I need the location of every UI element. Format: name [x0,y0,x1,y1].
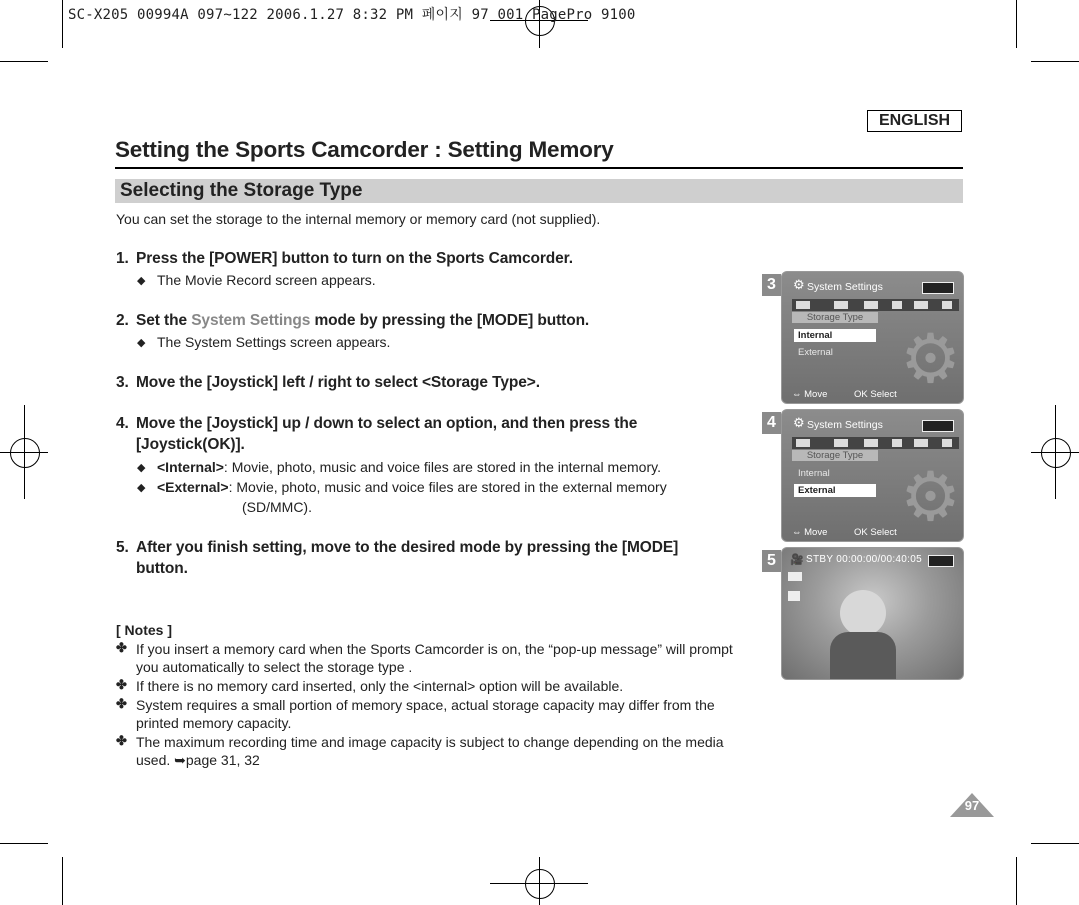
step-number: 5. [116,539,129,556]
menu-heading: Storage Type [792,450,878,461]
note-item [116,640,736,676]
step-5-cont [136,560,188,578]
screenshot-number: 4 [762,412,781,434]
step-text: Press the [POWER] button to turn on the Sports Camcorder. [136,250,573,267]
crop-mark [1031,61,1079,62]
step-text: After you finish setting, move to the desired mode by pressing the [MODE] [136,539,679,556]
note-item [116,733,736,769]
step-text: button. [136,560,188,577]
option-internal: Internal [798,468,830,479]
registration-circle [525,869,555,899]
step-2-sub [137,334,390,350]
sub-text: The System Settings screen appears. [157,334,391,350]
step-4-external-cont [242,499,312,515]
crop-mark [62,0,63,48]
menu-icon-bar [792,299,959,311]
note-text: If you insert a memory card when the Sports Camcorder is on, the “pop-up message” will prompt you automatically to select the storage type . [136,641,733,675]
crop-mark [0,843,48,844]
step-4 [116,415,637,433]
option-internal: Internal [794,329,876,342]
step-text: Move the [Joystick] left / right to select <Storage Type>. [136,374,540,391]
note-text: If there is no memory card inserted, only the <internal> option will be available. [136,678,624,694]
step-1 [116,250,573,268]
step-4-cont [136,436,245,454]
sub-text: The Movie Record screen appears. [157,272,376,288]
battery-icon [922,282,954,294]
child-face [840,590,886,636]
step-1-sub [137,272,376,288]
step-number: 1. [116,250,129,267]
option-external: External [794,484,876,497]
crop-mark [1031,843,1079,844]
crop-mark [62,857,63,905]
intro-text: You can set the storage to the internal memory or memory card (not supplied). [116,211,601,227]
step-highlight: System Settings [191,312,311,329]
diamond-bullet-icon: ◆ [137,462,146,474]
quality-icon [788,591,800,601]
diamond-bullet-icon: ◆ [137,337,146,349]
footer-select: OK Select [854,389,897,400]
footer-move: ⇔ Move [792,389,828,400]
cross-bullet-icon: ✤ [116,733,127,748]
step-number: 2. [116,312,129,329]
option-external: External [798,347,833,358]
registration-circle [1041,438,1071,468]
cross-bullet-icon: ✤ [116,677,127,692]
battery-icon [922,420,954,432]
registration-circle [10,438,40,468]
diamond-bullet-icon: ◆ [137,482,146,494]
page-number: 97 [964,798,980,813]
step-4-internal [137,459,661,475]
note-text: The maximum recording time and image capacity is subject to change depending on the media used. ➥page 31, 32 [136,734,724,768]
note-text: System requires a small portion of memory space, actual storage capacity may differ from the printed memory capacity. [136,697,715,731]
note-item [116,677,736,695]
step-2 [116,312,589,330]
option-label: <Internal> [157,459,224,475]
print-slug: SC-X205 00994A 097~122 2006.1.27 8:32 PM 페이지 97 001 PagePro 9100 [68,7,636,23]
screenshot-number: 5 [762,550,781,572]
gear-icon: ⚙ [793,277,805,292]
step-4-external [137,479,667,495]
option-label: <External> [157,479,229,495]
note-item [116,696,736,732]
footer-move: ⇔ Move [792,527,828,538]
screen-title: System Settings [807,419,883,431]
footer-select: OK Select [854,527,897,538]
gear-icon: ⚙ [793,415,805,430]
step-text-pre: Set the [136,312,192,329]
title-divider [115,167,963,169]
step-3 [116,374,540,392]
child-body [830,632,896,679]
page-title: Setting the Sports Camcorder : Setting Memory [115,137,614,162]
step-5 [116,539,678,557]
step-number: 4. [116,415,129,432]
screenshot-number: 3 [762,274,781,296]
gear-icon: ⚙ [900,321,961,397]
resolution-icon [788,572,802,581]
step-text: Move the [Joystick] up / down to select an option, and then press the [136,415,638,432]
cross-bullet-icon: ✤ [116,640,127,655]
option-text: (SD/MMC). [242,499,312,515]
crop-mark [0,61,48,62]
language-badge: ENGLISH [867,110,962,132]
battery-icon [928,555,954,567]
screenshot-storage-external [781,409,964,542]
crop-mark [1016,0,1017,48]
option-text: : Movie, photo, music and voice files are stored in the external memory [228,479,667,495]
record-status: STBY 00:00:00/00:40:05 [806,554,922,565]
cross-bullet-icon: ✤ [116,696,127,711]
camera-icon: 🎥 [790,554,804,566]
step-number: 3. [116,374,129,391]
screen-title: System Settings [807,281,883,293]
step-text: [Joystick(OK)]. [136,436,245,453]
notes-title: [ Notes ] [116,622,172,638]
menu-icon-bar [792,437,959,449]
crop-mark [1016,857,1017,905]
diamond-bullet-icon: ◆ [137,275,146,287]
option-text: : Movie, photo, music and voice files are stored in the internal memory. [223,459,661,475]
screenshot-storage-internal [781,271,964,404]
step-text-post: mode by pressing the [MODE] button. [310,312,590,329]
section-title: Selecting the Storage Type [120,180,363,201]
menu-heading: Storage Type [792,312,878,323]
gear-icon: ⚙ [900,459,961,535]
screenshot-movie-record [781,547,964,680]
